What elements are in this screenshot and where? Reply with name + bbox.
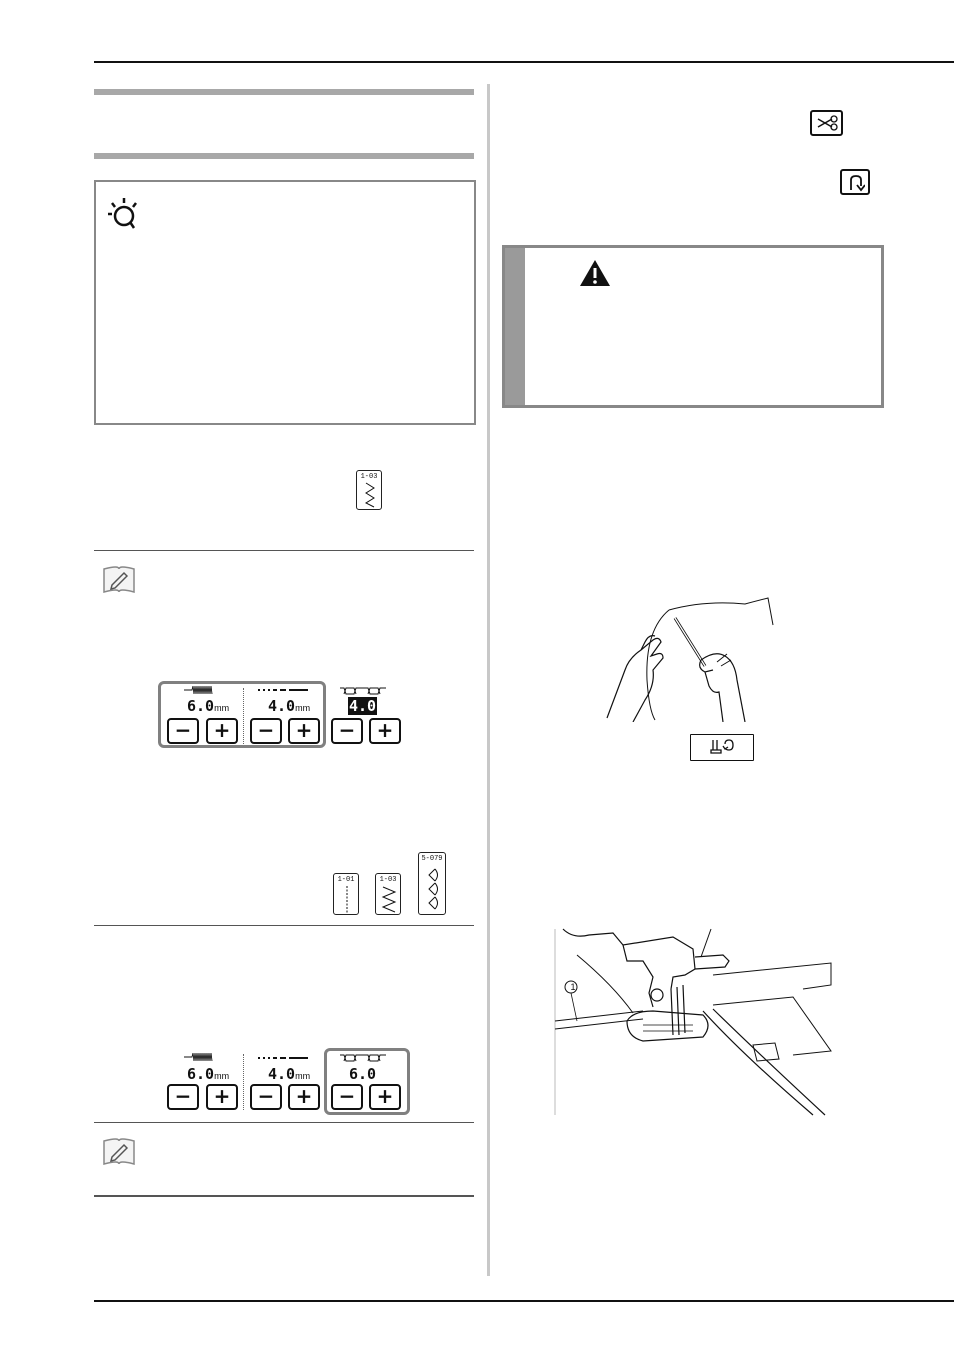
- zigzag-code: 1-03: [360, 473, 378, 481]
- memo-pencil-icon: [102, 565, 136, 595]
- lightbulb-icon: [104, 194, 142, 234]
- thread-cutter-key[interactable]: [810, 110, 843, 136]
- width-plus-button-b[interactable]: +: [206, 1084, 238, 1110]
- width-value-b: 6.0mm: [187, 1065, 230, 1083]
- third-setting-minus-button[interactable]: −: [331, 718, 363, 744]
- footer-rule: [94, 1300, 954, 1302]
- zigzag-stitch-key-icon-2[interactable]: [375, 873, 401, 915]
- width-value: 6.0mm: [187, 697, 230, 715]
- note-box: [94, 180, 476, 425]
- zigzag-glyph-icon-2: [381, 886, 397, 914]
- length-plus-button[interactable]: +: [288, 718, 320, 744]
- width-symbol-icon-b: [184, 1053, 214, 1061]
- zigzag-code-2: 1-03: [379, 876, 397, 884]
- caution-sidebar: [505, 248, 525, 405]
- length-value: 4.0mm: [268, 697, 311, 715]
- length-minus-button[interactable]: −: [250, 718, 282, 744]
- header-rule: [94, 61, 954, 63]
- caution-box: [502, 245, 884, 408]
- zigzag-glyph-icon: [364, 482, 376, 508]
- length-symbol-icon: [258, 688, 308, 692]
- third-setting-plus-button[interactable]: +: [369, 718, 401, 744]
- hands-pulling-thread-illustration: [605, 590, 775, 722]
- memo-rule-top: [94, 550, 474, 551]
- needle-up-down-icon: [847, 174, 865, 192]
- section-rule: [94, 925, 474, 926]
- straight-glyph-icon: [345, 886, 349, 914]
- presser-foot-sewing-illustration: [553, 925, 833, 1117]
- third-setting-plus-button-b[interactable]: +: [369, 1084, 401, 1110]
- third-setting-minus-button-b[interactable]: −: [331, 1084, 363, 1110]
- panel-separator-b: [243, 1054, 244, 1110]
- third-setting-value-b: 6.0: [349, 1065, 377, 1083]
- decorative-glyph-icon: [426, 867, 440, 913]
- scissors-icon: [816, 115, 838, 131]
- width-minus-button-b[interactable]: −: [167, 1084, 199, 1110]
- width-symbol-icon: [184, 686, 214, 694]
- memo2-rule-top: [94, 1122, 474, 1123]
- length-minus-button-b[interactable]: −: [250, 1084, 282, 1110]
- presser-foot-rotate-icon: [709, 738, 735, 756]
- length-symbol-icon-b: [258, 1056, 308, 1060]
- third-setting-value-highlighted: 4.0: [349, 697, 377, 715]
- straight-stitch-key-icon[interactable]: [333, 873, 359, 915]
- memo-pencil-icon-2: [102, 1137, 136, 1167]
- decorative-stitch-key-icon[interactable]: [418, 852, 446, 915]
- third-setting-symbol-icon: [340, 686, 386, 696]
- length-plus-button-b[interactable]: +: [288, 1084, 320, 1110]
- zigzag-stitch-key-icon[interactable]: [356, 470, 382, 510]
- section-heading-bottom-bar: [94, 153, 474, 159]
- presser-foot-lifter-key[interactable]: [690, 734, 754, 761]
- width-plus-button[interactable]: +: [206, 718, 238, 744]
- memo2-rule-bottom: [94, 1195, 474, 1197]
- column-divider: [487, 84, 490, 1276]
- width-minus-button[interactable]: −: [167, 718, 199, 744]
- callout-number: 1: [570, 982, 576, 992]
- length-value-b: 4.0mm: [268, 1065, 311, 1083]
- section-heading-top-bar: [94, 89, 474, 95]
- straight-code: 1-01: [337, 876, 355, 884]
- third-setting-symbol-icon-b: [340, 1053, 386, 1063]
- decorative-code: 5-079: [421, 855, 443, 863]
- panel-separator: [243, 688, 244, 744]
- needle-position-key[interactable]: [840, 169, 870, 195]
- warning-triangle-icon: [578, 258, 612, 288]
